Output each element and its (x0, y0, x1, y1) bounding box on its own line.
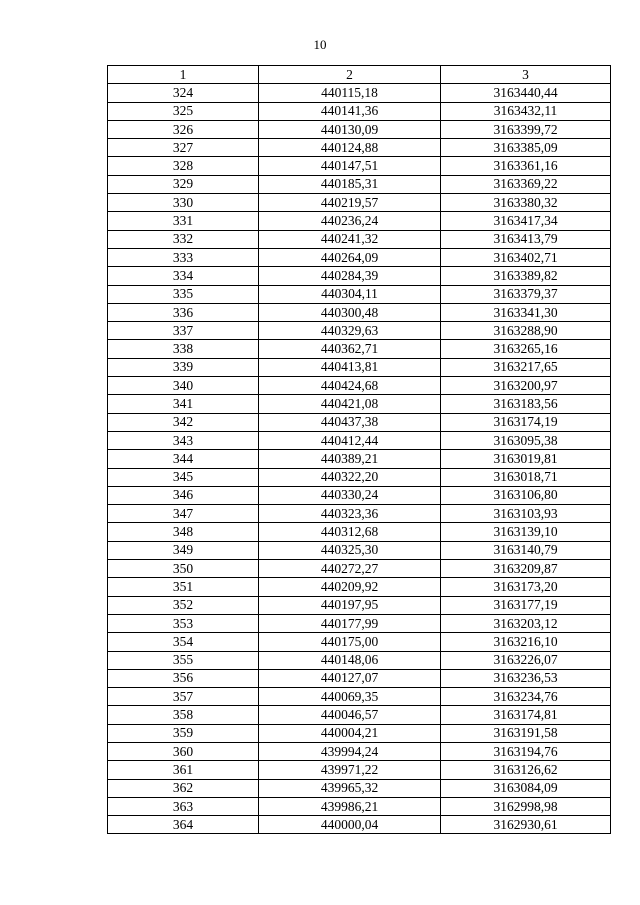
x-coordinate-cell: 440148,06 (259, 651, 441, 669)
table-row (108, 468, 611, 486)
point-number-cell: 361 (108, 761, 259, 779)
table-row (108, 303, 611, 321)
point-number-cell: 337 (108, 322, 259, 340)
table-row (108, 633, 611, 651)
x-coordinate-cell: 440241,32 (259, 230, 441, 248)
point-number-cell: 343 (108, 431, 259, 449)
table-row (108, 651, 611, 669)
y-coordinate-cell: 3163139,10 (441, 523, 611, 541)
x-coordinate-cell: 440300,48 (259, 303, 441, 321)
x-coordinate-cell: 440219,57 (259, 194, 441, 212)
x-coordinate-cell: 440209,92 (259, 578, 441, 596)
table-row (108, 267, 611, 285)
table-row (108, 212, 611, 230)
x-coordinate-cell: 440046,57 (259, 706, 441, 724)
point-number-cell: 357 (108, 688, 259, 706)
y-coordinate-cell: 3163019,81 (441, 450, 611, 468)
point-number-cell: 334 (108, 267, 259, 285)
x-coordinate-cell: 440272,27 (259, 560, 441, 578)
y-coordinate-cell: 3163402,71 (441, 248, 611, 266)
column-header-2: 2 (259, 66, 441, 84)
x-coordinate-cell: 440264,09 (259, 248, 441, 266)
x-coordinate-cell: 440362,71 (259, 340, 441, 358)
y-coordinate-cell: 3163288,90 (441, 322, 611, 340)
table-row (108, 340, 611, 358)
x-coordinate-cell: 440330,24 (259, 486, 441, 504)
point-number-cell: 324 (108, 84, 259, 102)
point-number-cell: 328 (108, 157, 259, 175)
table-row (108, 742, 611, 760)
y-coordinate-cell: 3163417,34 (441, 212, 611, 230)
y-coordinate-cell: 3163379,37 (441, 285, 611, 303)
x-coordinate-cell: 440413,81 (259, 358, 441, 376)
y-coordinate-cell: 3163380,32 (441, 194, 611, 212)
x-coordinate-cell: 440437,38 (259, 413, 441, 431)
point-number-cell: 330 (108, 194, 259, 212)
y-coordinate-cell: 3163341,30 (441, 303, 611, 321)
point-number-cell: 355 (108, 651, 259, 669)
x-coordinate-cell: 440141,36 (259, 102, 441, 120)
x-coordinate-cell: 440177,99 (259, 614, 441, 632)
table-row (108, 175, 611, 193)
table-header-row (108, 66, 611, 84)
x-coordinate-cell: 440329,63 (259, 322, 441, 340)
y-coordinate-cell: 3163361,16 (441, 157, 611, 175)
y-coordinate-cell: 3163440,44 (441, 84, 611, 102)
x-coordinate-cell: 440284,39 (259, 267, 441, 285)
y-coordinate-cell: 3163234,76 (441, 688, 611, 706)
point-number-cell: 359 (108, 724, 259, 742)
table-row (108, 102, 611, 120)
table-row (108, 285, 611, 303)
point-number-cell: 327 (108, 139, 259, 157)
x-coordinate-cell: 440424,68 (259, 377, 441, 395)
point-number-cell: 348 (108, 523, 259, 541)
y-coordinate-cell: 3163389,82 (441, 267, 611, 285)
y-coordinate-cell: 3163183,56 (441, 395, 611, 413)
y-coordinate-cell: 3163018,71 (441, 468, 611, 486)
y-coordinate-cell: 3163413,79 (441, 230, 611, 248)
point-number-cell: 363 (108, 797, 259, 815)
point-number-cell: 332 (108, 230, 259, 248)
x-coordinate-cell: 440147,51 (259, 157, 441, 175)
y-coordinate-cell: 3163265,16 (441, 340, 611, 358)
x-coordinate-cell: 440127,07 (259, 669, 441, 687)
table-row (108, 578, 611, 596)
x-coordinate-cell: 440004,21 (259, 724, 441, 742)
table-row (108, 505, 611, 523)
column-header-1: 1 (108, 66, 259, 84)
point-number-cell: 352 (108, 596, 259, 614)
table-row (108, 157, 611, 175)
point-number-cell: 349 (108, 541, 259, 559)
table-row (108, 560, 611, 578)
x-coordinate-cell: 440304,11 (259, 285, 441, 303)
y-coordinate-cell: 3163217,65 (441, 358, 611, 376)
x-coordinate-cell: 439965,32 (259, 779, 441, 797)
point-number-cell: 331 (108, 212, 259, 230)
table-row (108, 377, 611, 395)
x-coordinate-cell: 440412,44 (259, 431, 441, 449)
x-coordinate-cell: 440069,35 (259, 688, 441, 706)
x-coordinate-cell: 440421,08 (259, 395, 441, 413)
point-number-cell: 344 (108, 450, 259, 468)
x-coordinate-cell: 440124,88 (259, 139, 441, 157)
table-row (108, 450, 611, 468)
table-row (108, 194, 611, 212)
x-coordinate-cell: 440322,20 (259, 468, 441, 486)
y-coordinate-cell: 3163174,81 (441, 706, 611, 724)
point-number-cell: 360 (108, 742, 259, 760)
y-coordinate-cell: 3163194,76 (441, 742, 611, 760)
y-coordinate-cell: 3163177,19 (441, 596, 611, 614)
point-number-cell: 335 (108, 285, 259, 303)
point-number-cell: 338 (108, 340, 259, 358)
page-number: 10 (313, 37, 327, 52)
point-number-cell: 351 (108, 578, 259, 596)
point-number-cell: 364 (108, 816, 259, 834)
y-coordinate-cell: 3162930,61 (441, 816, 611, 834)
y-coordinate-cell: 3163209,87 (441, 560, 611, 578)
table-body (108, 84, 611, 834)
y-coordinate-cell: 3163432,11 (441, 102, 611, 120)
point-number-cell: 353 (108, 614, 259, 632)
table-row (108, 120, 611, 138)
table-row (108, 541, 611, 559)
table-row (108, 84, 611, 102)
table-row (108, 395, 611, 413)
y-coordinate-cell: 3163200,97 (441, 377, 611, 395)
y-coordinate-cell: 3163385,09 (441, 139, 611, 157)
y-coordinate-cell: 3163191,58 (441, 724, 611, 742)
y-coordinate-cell: 3163216,10 (441, 633, 611, 651)
y-coordinate-cell: 3162998,98 (441, 797, 611, 815)
y-coordinate-cell: 3163084,09 (441, 779, 611, 797)
x-coordinate-cell: 439971,22 (259, 761, 441, 779)
y-coordinate-cell: 3163236,53 (441, 669, 611, 687)
x-coordinate-cell: 440325,30 (259, 541, 441, 559)
x-coordinate-cell: 440000,04 (259, 816, 441, 834)
y-coordinate-cell: 3163226,07 (441, 651, 611, 669)
y-coordinate-cell: 3163095,38 (441, 431, 611, 449)
x-coordinate-cell: 440175,00 (259, 633, 441, 651)
table-row (108, 724, 611, 742)
x-coordinate-cell: 440115,18 (259, 84, 441, 102)
table-row (108, 358, 611, 376)
table-row (108, 761, 611, 779)
table-row (108, 248, 611, 266)
x-coordinate-cell: 440185,31 (259, 175, 441, 193)
table-row (108, 779, 611, 797)
point-number-cell: 339 (108, 358, 259, 376)
table-row (108, 614, 611, 632)
table-row (108, 596, 611, 614)
point-number-cell: 336 (108, 303, 259, 321)
point-number-cell: 347 (108, 505, 259, 523)
x-coordinate-cell: 439994,24 (259, 742, 441, 760)
point-number-cell: 326 (108, 120, 259, 138)
table-row (108, 688, 611, 706)
x-coordinate-cell: 440323,36 (259, 505, 441, 523)
x-coordinate-cell: 439986,21 (259, 797, 441, 815)
y-coordinate-cell: 3163369,22 (441, 175, 611, 193)
y-coordinate-cell: 3163399,72 (441, 120, 611, 138)
point-number-cell: 350 (108, 560, 259, 578)
y-coordinate-cell: 3163203,12 (441, 614, 611, 632)
y-coordinate-cell: 3163106,80 (441, 486, 611, 504)
table-row (108, 816, 611, 834)
table-row (108, 431, 611, 449)
point-number-cell: 329 (108, 175, 259, 193)
x-coordinate-cell: 440130,09 (259, 120, 441, 138)
table-row (108, 322, 611, 340)
point-number-cell: 345 (108, 468, 259, 486)
point-number-cell: 340 (108, 377, 259, 395)
point-number-cell: 341 (108, 395, 259, 413)
table-row (108, 669, 611, 687)
point-number-cell: 333 (108, 248, 259, 266)
point-number-cell: 358 (108, 706, 259, 724)
y-coordinate-cell: 3163173,20 (441, 578, 611, 596)
x-coordinate-cell: 440312,68 (259, 523, 441, 541)
point-number-cell: 342 (108, 413, 259, 431)
point-number-cell: 362 (108, 779, 259, 797)
table-row (108, 139, 611, 157)
column-header-3: 3 (441, 66, 611, 84)
table-row (108, 706, 611, 724)
table-row (108, 486, 611, 504)
y-coordinate-cell: 3163103,93 (441, 505, 611, 523)
x-coordinate-cell: 440389,21 (259, 450, 441, 468)
point-number-cell: 356 (108, 669, 259, 687)
point-number-cell: 325 (108, 102, 259, 120)
table-row (108, 230, 611, 248)
table-row (108, 413, 611, 431)
table-row (108, 797, 611, 815)
y-coordinate-cell: 3163126,62 (441, 761, 611, 779)
x-coordinate-cell: 440197,95 (259, 596, 441, 614)
point-number-cell: 354 (108, 633, 259, 651)
coordinates-table (107, 65, 611, 834)
point-number-cell: 346 (108, 486, 259, 504)
y-coordinate-cell: 3163140,79 (441, 541, 611, 559)
table-row (108, 523, 611, 541)
x-coordinate-cell: 440236,24 (259, 212, 441, 230)
y-coordinate-cell: 3163174,19 (441, 413, 611, 431)
